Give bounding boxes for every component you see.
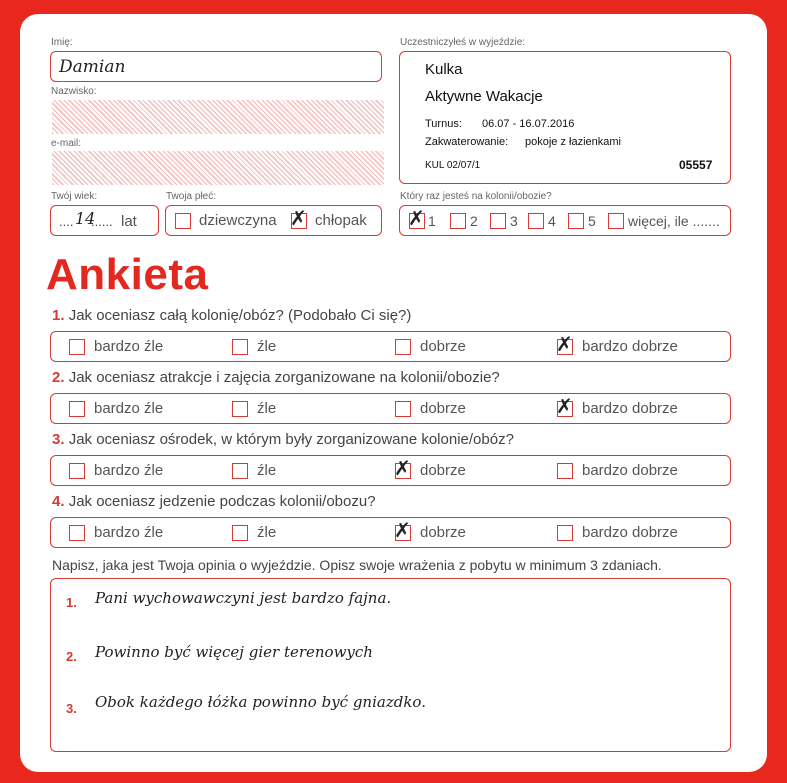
opinion-answer-2: Powinno być więcej gier terenowych: [95, 643, 373, 661]
question-3-checkbox-2[interactable]: [232, 463, 248, 479]
option-label: bardzo źle: [94, 524, 164, 541]
question-label: Jak oceniasz całą kolonię/obóz? (Podobało Ci się?): [68, 307, 412, 324]
question-2-checkbox-1[interactable]: [69, 401, 85, 417]
gender-male-label: chłopak: [315, 212, 367, 229]
question-2-checkbox-4[interactable]: [556, 394, 573, 418]
visit-option-2: 2: [470, 213, 478, 229]
visit-checkbox-4[interactable]: [528, 213, 544, 229]
participant-number: 05557: [679, 158, 713, 172]
participant-code: KUL 02/07/1: [425, 160, 481, 171]
check-mark-icon: ✗: [394, 518, 411, 542]
check-mark-icon: ✗: [394, 456, 411, 480]
age-field[interactable]: [50, 205, 159, 236]
question-2-checkbox-2[interactable]: [232, 401, 248, 417]
participant-label: Uczestniczyłeś w wyjeździe:: [400, 37, 526, 48]
visit-option-1: 1: [428, 213, 436, 229]
question-4-text: [52, 493, 376, 510]
question-4-checkbox-3[interactable]: [394, 518, 411, 542]
opinion-num-3: 3.: [66, 701, 77, 716]
accommodation-value: pokoje z łazienkami: [525, 136, 621, 148]
opinion-prompt: Napisz, jaka jest Twoja opinia o wyjeździe. Opisz swoje wrażenia z pobytu w minimum 3 zdaniach.: [52, 557, 662, 573]
check-mark-icon: ✗: [408, 206, 425, 230]
visit-field: [399, 205, 731, 236]
question-1-checkbox-3[interactable]: [395, 339, 411, 355]
option-label: dobrze: [420, 462, 466, 479]
gender-male-checkbox[interactable]: [290, 206, 307, 230]
question-number: 2.: [52, 369, 65, 386]
question-label: Jak oceniasz ośrodek, w którym były zorganizowane kolonie/obóz?: [68, 431, 514, 448]
check-mark-icon: ✗: [556, 332, 573, 356]
participant-box: [399, 51, 731, 184]
option-label: bardzo źle: [94, 400, 164, 417]
email-redacted: [52, 151, 384, 185]
question-1-checkbox-2[interactable]: [232, 339, 248, 355]
visit-label: Który raz jesteś na kolonii/obozie?: [400, 191, 552, 202]
check-mark-icon: ✗: [290, 206, 307, 230]
age-unit: lat: [121, 213, 137, 230]
name-field[interactable]: [50, 51, 382, 82]
gender-field: [165, 205, 382, 236]
opinion-num-2: 2.: [66, 649, 77, 664]
option-label: bardzo dobrze: [582, 338, 678, 355]
check-mark-icon: ✗: [556, 394, 573, 418]
turnus-value: 06.07 - 16.07.2016: [482, 118, 575, 130]
opinion-num-1: 1.: [66, 595, 77, 610]
visit-checkbox-5[interactable]: [568, 213, 584, 229]
visit-option-5: 5: [588, 213, 596, 229]
age-dots-right: ......: [91, 214, 113, 229]
visit-checkbox-2[interactable]: [450, 213, 466, 229]
question-1-checkbox-1[interactable]: [69, 339, 85, 355]
option-label: źle: [257, 524, 277, 541]
question-4-checkbox-1[interactable]: [69, 525, 85, 541]
participant-line1: Kulka: [425, 61, 463, 78]
option-label: bardzo dobrze: [582, 400, 678, 417]
visit-option-3: 3: [510, 213, 518, 229]
question-4-options: [50, 517, 731, 548]
survey-title: Ankieta: [46, 250, 209, 299]
question-3-text: [52, 431, 514, 448]
age-dots-left: ....: [59, 214, 74, 229]
name-label: Imię:: [51, 37, 73, 48]
option-label: bardzo dobrze: [582, 524, 678, 541]
question-1-text: [52, 307, 411, 324]
option-label: dobrze: [420, 524, 466, 541]
option-label: źle: [257, 338, 277, 355]
option-label: bardzo dobrze: [582, 462, 678, 479]
option-label: źle: [257, 400, 277, 417]
question-2-text: [52, 369, 500, 386]
participant-line2: Aktywne Wakacje: [425, 88, 543, 105]
option-label: bardzo źle: [94, 338, 164, 355]
option-label: dobrze: [420, 338, 466, 355]
question-1-checkbox-4[interactable]: [556, 332, 573, 356]
accommodation-label: Zakwaterowanie:: [425, 136, 509, 148]
age-value: 14: [75, 209, 96, 228]
surname-label: Nazwisko:: [51, 86, 97, 97]
option-label: dobrze: [420, 400, 466, 417]
gender-label: Twoja płeć:: [166, 191, 217, 202]
option-label: źle: [257, 462, 277, 479]
gender-female-label: dziewczyna: [199, 212, 277, 229]
question-number: 3.: [52, 431, 65, 448]
question-2-options: [50, 393, 731, 424]
age-label: Twój wiek:: [51, 191, 98, 202]
question-3-checkbox-3[interactable]: [394, 456, 411, 480]
visit-checkbox-1[interactable]: [408, 206, 425, 230]
question-4-checkbox-4[interactable]: [557, 525, 573, 541]
question-1-options: [50, 331, 731, 362]
option-label: bardzo źle: [94, 462, 164, 479]
visit-option-4: 4: [548, 213, 556, 229]
visit-checkbox-3[interactable]: [490, 213, 506, 229]
question-2-checkbox-3[interactable]: [395, 401, 411, 417]
name-value: Damian: [59, 57, 126, 77]
turnus-label: Turnus:: [425, 118, 462, 130]
opinion-answer-1: Pani wychowawczyni jest bardzo fajna.: [95, 589, 392, 607]
question-3-checkbox-4[interactable]: [557, 463, 573, 479]
question-3-options: [50, 455, 731, 486]
email-label: e-mail:: [51, 138, 82, 149]
question-4-checkbox-2[interactable]: [232, 525, 248, 541]
visit-option-more: więcej, ile .......: [628, 213, 720, 229]
surname-redacted: [52, 100, 384, 134]
question-number: 1.: [52, 307, 65, 324]
opinion-answer-3: Obok każdego łóżka powinno być gniazdko.: [95, 693, 426, 711]
question-number: 4.: [52, 493, 65, 510]
opinion-box[interactable]: [50, 578, 731, 752]
visit-checkbox-more[interactable]: [608, 213, 624, 229]
gender-female-checkbox[interactable]: [175, 213, 191, 229]
question-3-checkbox-1[interactable]: [69, 463, 85, 479]
question-label: Jak oceniasz jedzenie podczas kolonii/obozu?: [68, 493, 376, 510]
question-label: Jak oceniasz atrakcje i zajęcia zorganizowane na kolonii/obozie?: [68, 369, 500, 386]
